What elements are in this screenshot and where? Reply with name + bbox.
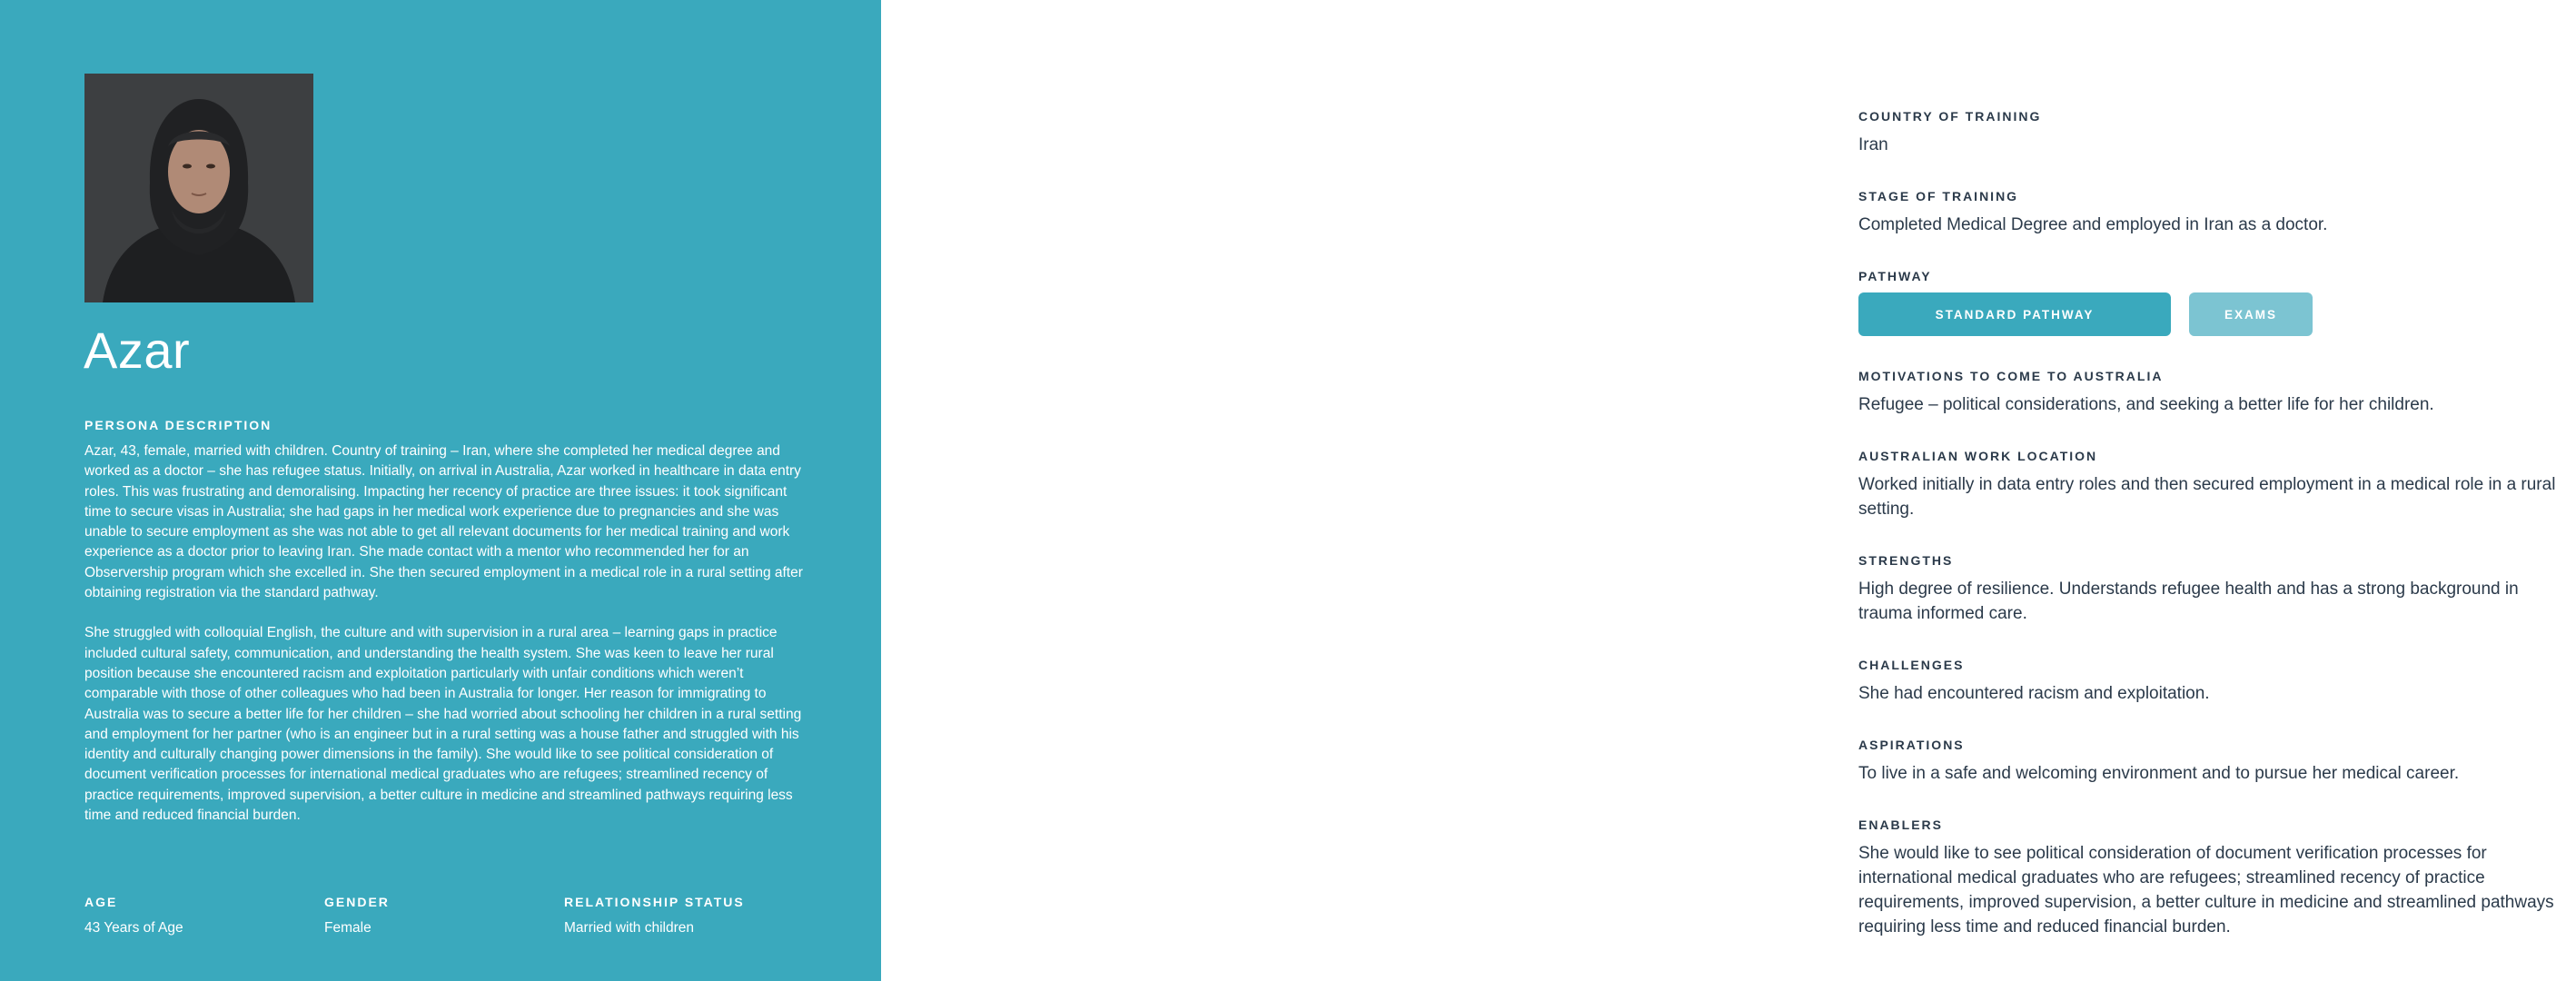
stage-of-training-label: STAGE OF TRAINING — [1858, 189, 2019, 203]
pathway-buttons — [1858, 292, 2576, 336]
relationship-fact — [564, 895, 804, 936]
motivations — [1858, 369, 2576, 417]
challenges-value: She had encountered racism and exploitation. — [1858, 684, 2210, 703]
gender-value: Female — [324, 920, 372, 936]
challenges-label: CHALLENGES — [1858, 658, 1965, 672]
country-of-training-label: COUNTRY OF TRAINING — [1858, 109, 2042, 124]
aspirations — [1858, 738, 2576, 786]
strengths-label: STRENGTHS — [1858, 553, 1954, 568]
persona-facts — [84, 895, 804, 936]
motivations-value: Refugee – political considerations, and seeking a better life for her children. — [1858, 395, 2434, 414]
persona-description — [84, 441, 811, 846]
pathway — [1858, 269, 2576, 336]
pathway-label: PATHWAY — [1858, 269, 1932, 283]
work-location-label: AUSTRALIAN WORK LOCATION — [1858, 449, 2098, 463]
relationship-label: RELATIONSHIP STATUS — [564, 895, 745, 909]
gender-label: GENDER — [324, 895, 390, 909]
gender-fact — [324, 895, 564, 936]
persona-photo — [84, 74, 313, 302]
enablers-value: She would like to see political consideration of document verification processes for international medical graduates who are refugees; streamlined recency of practice requirements, improved supervision, a better culture in medicine and streamlined pathways requiring less time and reduced financial burden. — [1858, 844, 2554, 936]
aspirations-label: ASPIRATIONS — [1858, 738, 1965, 752]
persona-description-paragraph-2: She struggled with colloquial English, the culture and with supervision in a rural area – learning gaps in practice included cultural safety, communication, and understanding the health system. She was keen to leave her rural position because she encountered racism and exploitation particularly with unfair conditions which weren’t comparable with those of other colleagues who had been in Australia for longer. Her reason for immigrating to Australia was to secure a better life for her children – she had worried about schooling her children in a rural setting and employment for her partner (who is an engineer but in a rural setting was a house father and struggled with his identity and culturally changing power dimensions in the family). She would like to see political consideration of document verification processes for international medical graduates who are refugees; streamlined recency of practice requirements, improved supervision, a better culture in medicine and streamlined pathways requiring less time and reduced financial burden. — [84, 625, 802, 824]
age-label: AGE — [84, 895, 118, 909]
motivations-label: MOTIVATIONS TO COME TO AUSTRALIA — [1858, 369, 2164, 383]
work-location-value: Worked initially in data entry roles and then secured employment in a medical role in a rural setting. — [1858, 475, 2556, 519]
strengths — [1858, 553, 2576, 626]
work-location — [1858, 449, 2576, 521]
country-of-training-value: Iran — [1858, 135, 1888, 154]
persona-portrait-image — [84, 74, 313, 302]
persona-name: Azar — [84, 322, 191, 379]
enablers — [1858, 818, 2576, 939]
persona-summary-panel — [0, 0, 881, 981]
age-value: 43 Years of Age — [84, 920, 183, 936]
age-fact — [84, 895, 324, 936]
country-of-training — [1858, 109, 2576, 157]
stage-of-training — [1858, 189, 2576, 237]
persona-description-label: PERSONA DESCRIPTION — [84, 418, 272, 432]
relationship-value: Married with children — [564, 920, 694, 936]
persona-description-paragraph-1: Azar, 43, female, married with children. Country of training – Iran, where she completed her medical degree and worked as a doctor – she has refugee status. Initially, on arrival in Australia, Azar worked in healthcare in data entry roles. This was frustrating and demoralising. Impacting her recency of practice are three issues: it took significant time to secure visas in Australia; she had gaps in her medical work experience due to pregnancies and she was unable to secure employment as she was not able to get all relevant documents for her medical training and work experience as a doctor prior to leaving Iran. She made contact with a mentor who recommended her for an Observership program which she excelled in. She then secured employment in a medical role in a rural setting after obtaining registration via the standard pathway. — [84, 443, 803, 601]
strengths-value: High degree of resilience. Understands refugee health and has a strong background in trauma informed care. — [1858, 580, 2519, 623]
enablers-label: ENABLERS — [1858, 818, 1944, 832]
challenges — [1858, 658, 2576, 706]
stage-of-training-value: Completed Medical Degree and employed in Iran as a doctor. — [1858, 215, 2328, 234]
exams-button[interactable]: EXAMS — [2189, 292, 2313, 336]
standard-pathway-button[interactable]: STANDARD PATHWAY — [1858, 292, 2171, 336]
aspirations-value: To live in a safe and welcoming environment and to pursue her medical career. — [1858, 764, 2460, 783]
persona-details-panel — [881, 0, 2556, 981]
